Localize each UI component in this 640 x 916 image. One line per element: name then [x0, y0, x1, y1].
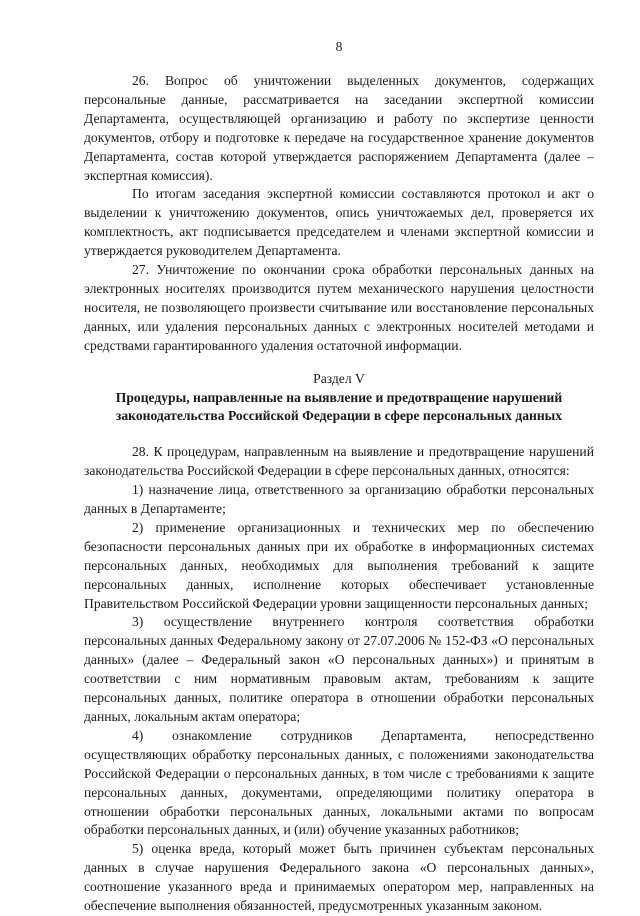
section-title-line-2: законодательства Российской Федерации в сфере персональных данных: [115, 408, 563, 424]
paragraph-28: 28. К процедурам, направленным на выявление и предотвращение нарушений законодательства Российской Федерации в сфере персональных данных, относятся:: [84, 444, 594, 479]
list-item-3: 3) осуществление внутреннего контроля соответствия обработки персональных данных Федеральному закону от 27.07.2006 № 152-ФЗ «О персональных данных» (далее – Федеральный закон «О персональных данных») и принятым в соответствии с ним нормативным правовым актам, требованиям к защите персональных данных, политике оператора в отношении обработки персональных данных, локальным актам оператора;: [84, 614, 594, 724]
document-page: [84, 38, 594, 916]
list-item-1: 1) назначение лица, ответственного за организацию обработки персональных данных в Департаменте;: [84, 482, 594, 517]
paragraph-26: 26. Вопрос об уничтожении выделенных документов, содержащих персональные данные, рассматривается на заседании экспертной комиссии Департамента, осуществляющей организацию и работу по экспертизе ценности документов, отбору и подготовке к передаче на государственное хранение документов Департамента, состав которой утверждается распоряжением Департамента (далее – экспертная комиссия).: [84, 73, 594, 183]
paragraph-protocol: По итогам заседания экспертной комиссии составляются протокол и акт о выделении к уничтожению документов, опись уничтожаемых дел, проверяется их комплектность, акт подписывается председателем и членами экспертной комиссии и утверждается руководителем Департамента.: [84, 186, 594, 259]
paragraph-27: 27. Уничтожение по окончании срока обработки персональных данных на электронных носителях производится путем механического нарушения целостности носителя, не позволяющего произвести считывание или восстановление персональных данных, или удаления персональных данных с электронных носителей методами и средствами гарантированного удаления остаточной информации.: [84, 262, 594, 353]
list-item-5: 5) оценка вреда, который может быть причинен субъектам персональных данных в случае нарушения Федерального закона «О персональных данных», соотношение указанного вреда и принимаемых оператором мер, направленных на обеспечение выполнения обязанностей, предусмотренных указанным законом.: [84, 841, 594, 914]
list-item-2: 2) применение организационных и технических мер по обеспечению безопасности персональных данных при их обработке в информационных системах персональных данных, необходимых для выполнения требований к защите персональных данных, исполнение которых обеспечивает установленные Правительством Российской Федерации уровни защищенности персональных данных;: [84, 519, 594, 611]
section-number: Раздел V: [313, 370, 365, 386]
section-title: [84, 389, 594, 427]
page-number: 8: [335, 39, 343, 54]
section-title-line-1: Процедуры, направленные на выявление и предотвращение нарушений: [115, 389, 563, 405]
list-item-4: 4) ознакомление сотрудников Департамента, непосредственно осуществляющих обработку персональных данных, с положениями законодательства Российской Федерации о персональных данных, в том числе с требованиями к защите персональных данных, документами, определяющими политику оператора в отношении обработки персональных данных, локальными актами по вопросам обработки персональных данных, и (или) обучение указанных работников;: [84, 727, 594, 838]
